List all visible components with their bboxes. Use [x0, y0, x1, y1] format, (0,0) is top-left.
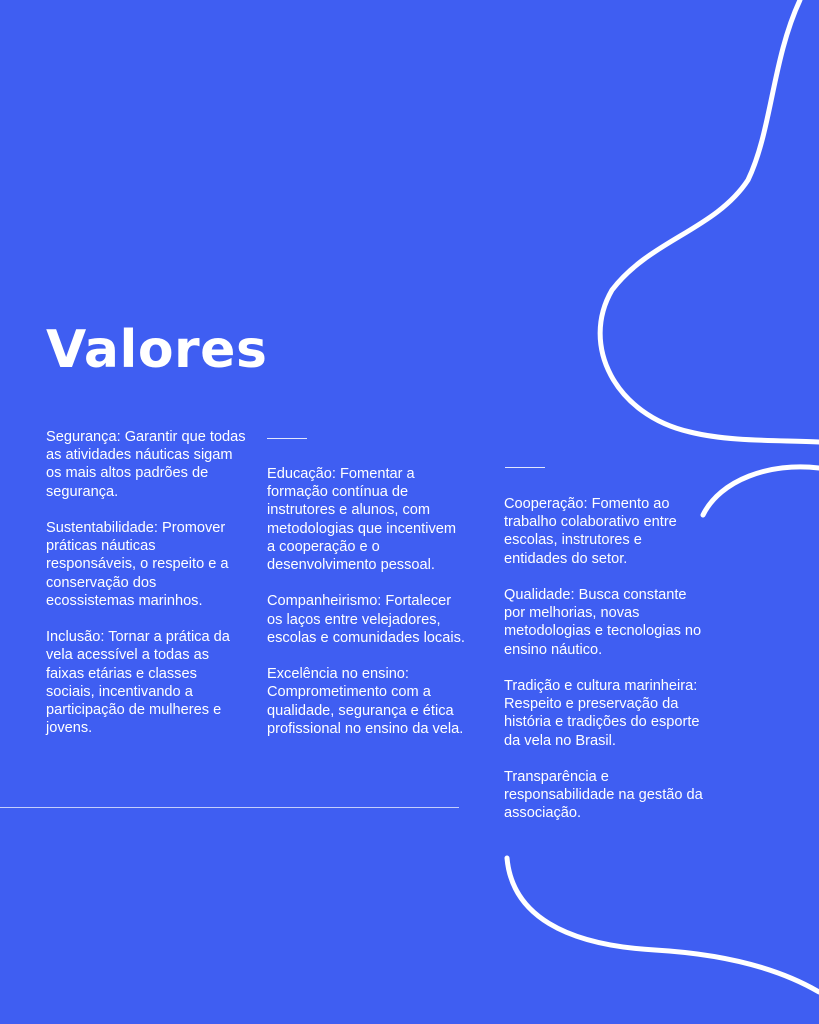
page-title: Valores — [46, 320, 268, 380]
bottom-wave-curve — [507, 858, 819, 992]
value-item-transparencia: Transparência e responsabilidade na gestão da associação. — [504, 769, 703, 822]
values-column-2 — [267, 465, 467, 756]
middle-arc-curve — [703, 467, 819, 515]
value-item-excelencia: Excelência no ensino: Comprometimento com a qualidade, segurança e ética profissional no ensino da vela. — [267, 666, 464, 737]
value-item-seguranca: Segurança: Garantir que todas as atividades náuticas sigam os mais altos padrões de segurança. — [46, 429, 246, 500]
column-divider-dash — [505, 467, 545, 468]
values-column-3 — [504, 495, 704, 841]
column-divider-dash — [267, 438, 307, 439]
values-column-1 — [46, 428, 246, 756]
value-item-inclusao: Inclusão: Tornar a prática da vela acessível a todas as faixas etárias e classes sociais, incentivando a participação de mulheres e jovens. — [46, 629, 230, 737]
top-wave-curve — [600, 0, 819, 442]
value-item-companheirismo: Companheirismo: Fortalecer os laços entre velejadores, escolas e comunidades locais. — [267, 593, 465, 646]
value-item-educacao: Educação: Fomentar a formação contínua de instrutores e alunos, com metodologias que incentivem a cooperação e o desenvolvimento pessoal. — [267, 466, 457, 574]
value-item-tradicao: Tradição e cultura marinheira: Respeito e preservação da história e tradições do esporte da vela no Brasil. — [504, 678, 700, 749]
horizontal-rule — [0, 807, 459, 808]
value-item-sustentabilidade: Sustentabilidade: Promover práticas náuticas responsáveis, o respeito e a conservação dos ecossistemas marinhos. — [46, 520, 229, 609]
value-item-qualidade: Qualidade: Busca constante por melhorias, novas metodologias e tecnologias no ensino náutico. — [504, 587, 702, 658]
value-item-cooperacao: Cooperação: Fomento ao trabalho colaborativo entre escolas, instrutores e entidades do setor. — [504, 496, 677, 567]
